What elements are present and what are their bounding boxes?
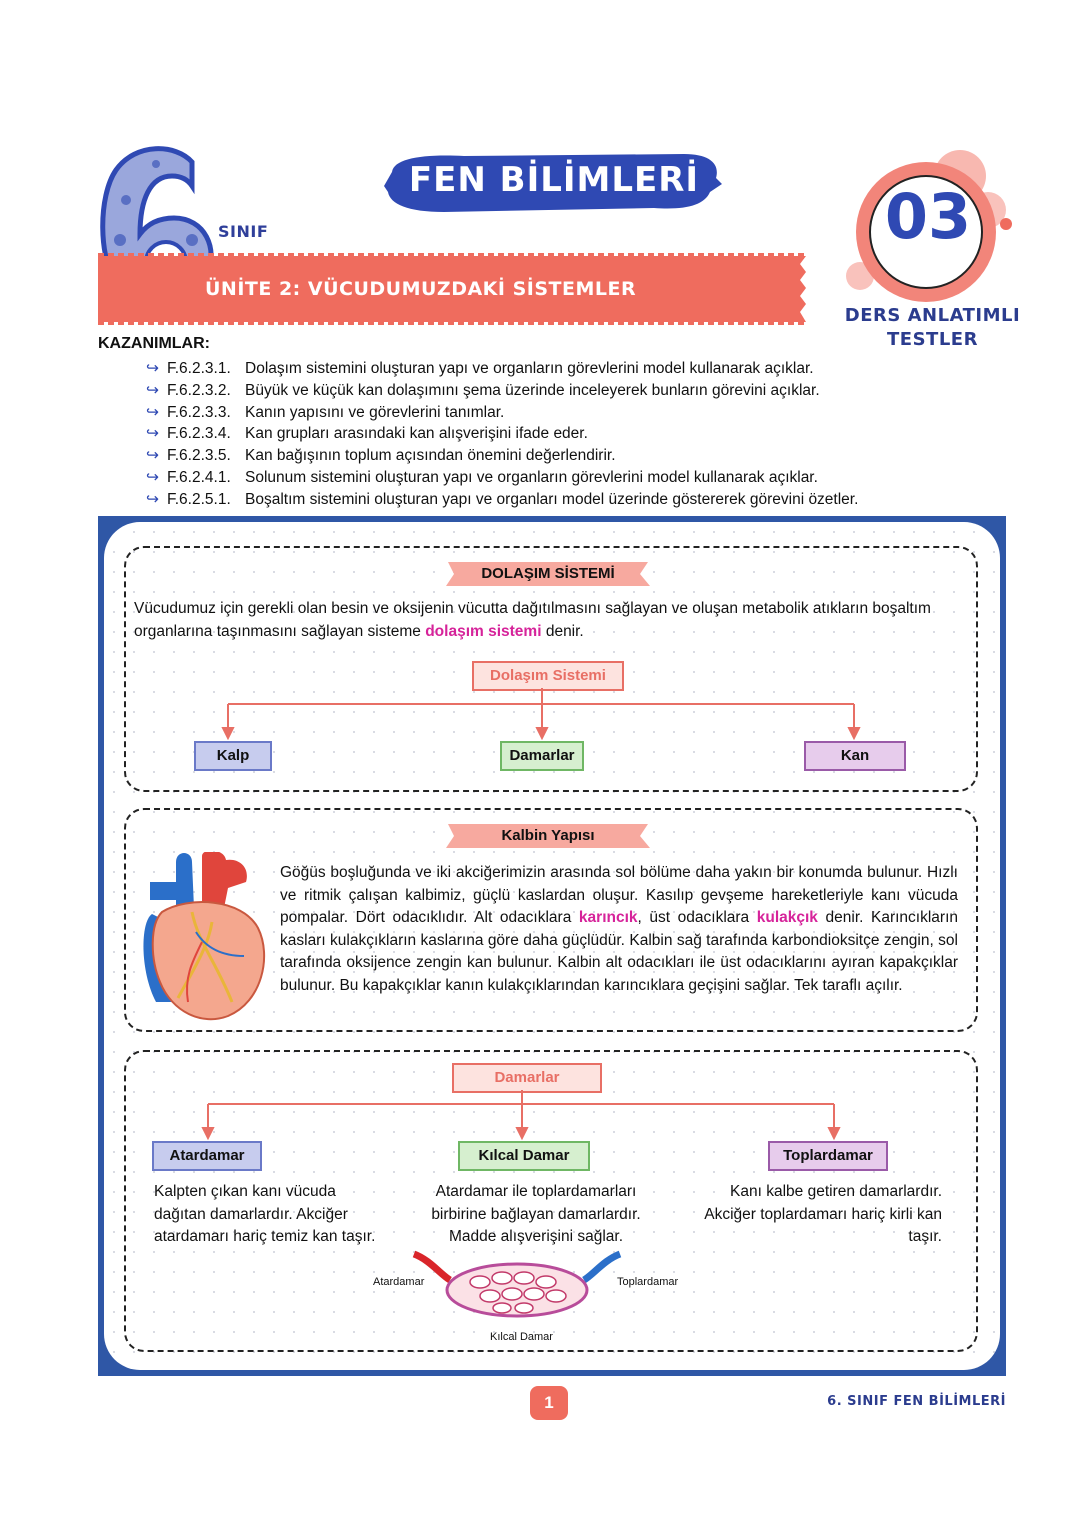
list-item: [146, 380, 858, 402]
outcome-text: Kan grupları arasındaki kan alışverişini ifade eder.: [245, 425, 588, 443]
arrow-icon: ↪: [146, 381, 159, 399]
circulatory-root-node: Dolaşım Sistemi: [472, 661, 624, 691]
list-item: [146, 489, 858, 511]
outcome-code: F.6.2.3.1.: [167, 360, 231, 377]
list-item: [146, 467, 858, 489]
arrow-icon: ↪: [146, 403, 159, 421]
vessel-type-artery: Atardamar: [152, 1141, 262, 1171]
list-item: [146, 445, 858, 467]
test-type-line-1: DERS ANLATIMLI: [844, 305, 1021, 326]
book-title: 6. SINIF FEN BİLİMLERİ: [827, 1394, 1006, 1409]
heart-text-2: , üst odacıklara: [637, 909, 757, 926]
capillary-network-diagram: [410, 1250, 624, 1322]
outcome-code: F.6.2.5.1.: [167, 490, 231, 508]
diagram-label-vein: Toplardamar: [617, 1276, 679, 1288]
grade-label: SINIF: [218, 222, 269, 241]
tree-node-vessels: Damarlar: [500, 741, 584, 771]
outcome-text: Boşaltım sistemini oluşturan yapı ve organları model üzerinde göstererek görevini özetler.: [245, 490, 859, 508]
outcome-code: F.6.2.3.4.: [167, 425, 231, 443]
term-ventricle: karıncık: [578, 909, 638, 926]
page-number: 1: [530, 1386, 568, 1420]
outcome-code: F.6.2.3.5.: [167, 447, 231, 465]
outcome-text: Kan bağışının toplum açısından önemini değerlendirir.: [245, 447, 616, 465]
vessels-tree-connectors: [196, 1090, 856, 1142]
circulatory-definition: [134, 598, 964, 643]
learning-outcomes-list: [146, 358, 858, 511]
test-type-label: [840, 304, 1025, 352]
vein-description: Kanı kalbe getiren damarlardır. Akciğer toplardamarı hariç kirli kan taşır.: [704, 1183, 942, 1245]
arrow-icon: ↪: [146, 425, 159, 443]
diagram-label-capillary: Kılcal Damar: [490, 1331, 553, 1343]
vessel-type-capillary: Kılcal Damar: [458, 1141, 590, 1171]
outcome-code: F.6.2.4.1.: [167, 468, 231, 486]
capillary-description: Atardamar ile toplardamarları birbirine bağlayan damarlardır. Madde alışverişini sağlar.: [431, 1183, 641, 1245]
heart-text-1: Göğüs boşluğunda ve iki akciğerimizin arasında sol bölüme daha yakın bir konumda bulunur. Hızlı ve ritmik çalışan kalbimiz, güçlü kaslardan oluşur. Kasılıp gevşeme hareketleriyle kanı vücuda pompalar. Dört odacıklıdır. Alt odacıklara: [280, 864, 958, 926]
arrow-icon: ↪: [146, 468, 159, 486]
definition-text: Vücudumuz için gerekli olan besin ve oksijenin vücutta dağıtılmasını sağlayan ve oluşan metabolik atıkların boşaltım organlarına taşınmasını sağlayan sisteme: [134, 600, 931, 640]
heart-heading: Kalbin Yapısı: [501, 827, 595, 844]
definition-highlight: dolaşım sistemi: [425, 622, 542, 640]
outcome-code: F.6.2.3.2.: [167, 381, 231, 399]
artery-description: Kalpten çıkan kanı vücuda dağıtan damarlardır. Akciğer atardamarı hariç temiz kan taşır.: [154, 1183, 376, 1245]
vessel-type-vein: Toplardamar: [768, 1141, 888, 1171]
heart-illustration: [132, 852, 272, 1022]
tree-node-blood: Kan: [804, 741, 906, 771]
arrow-icon: ↪: [146, 490, 159, 508]
circulatory-tree-connectors: [200, 688, 880, 740]
list-item: [146, 402, 858, 424]
test-number: 03: [884, 180, 972, 253]
outcome-text: Büyük ve küçük kan dolaşımını şema üzerinde inceleyerek bunların görevini açıklar.: [245, 381, 820, 399]
term-atrium: kulakçık: [756, 909, 818, 926]
diagram-label-artery: Atardamar: [373, 1276, 425, 1288]
test-type-line-2: TESTLER: [887, 329, 978, 350]
heart-description: [280, 862, 958, 997]
outcome-code: F.6.2.3.3.: [167, 403, 231, 421]
learning-outcomes-title: KAZANIMLAR:: [98, 335, 210, 352]
circulatory-heading: DOLAŞIM SİSTEMİ: [481, 565, 615, 582]
arrow-icon: ↪: [146, 447, 159, 465]
outcome-text: Solunum sistemini oluşturan yapı ve organların görevlerini model kullanarak açıklar.: [245, 468, 818, 486]
outcome-text: Dolaşım sistemini oluşturan yapı ve organların görevlerini model kullanarak açıklar.: [245, 360, 814, 377]
list-item: [146, 358, 858, 380]
list-item: [146, 423, 858, 445]
heart-text-3: denir. Karıncıkların kasları kulakçıkların kaslarına göre daha güçlüdür. Kalbin sağ tarafında karbondioksitçe zengin, sol tarafında oksijence zengin kan bulunur. Kalbin alt odacıkları ile üst odacıklarını ayıran kapakçıklar bulunur. Bu kapakçıklar kanın kulakçıklarından karıncıklara geçişini sağlar. Tek taraflı açılır.: [280, 909, 959, 994]
unit-title: ÜNİTE 2: VÜCUDUMUZDAKİ SİSTEMLER: [205, 278, 637, 300]
vessels-root-node: Damarlar: [452, 1063, 602, 1093]
definition-text-end: denir.: [541, 622, 584, 640]
outcome-text: Kanın yapısını ve görevlerini tanımlar.: [245, 403, 505, 421]
tree-node-heart: Kalp: [194, 741, 272, 771]
subject-title: FEN BİLİMLERİ: [408, 160, 700, 200]
arrow-icon: ↪: [146, 360, 159, 377]
